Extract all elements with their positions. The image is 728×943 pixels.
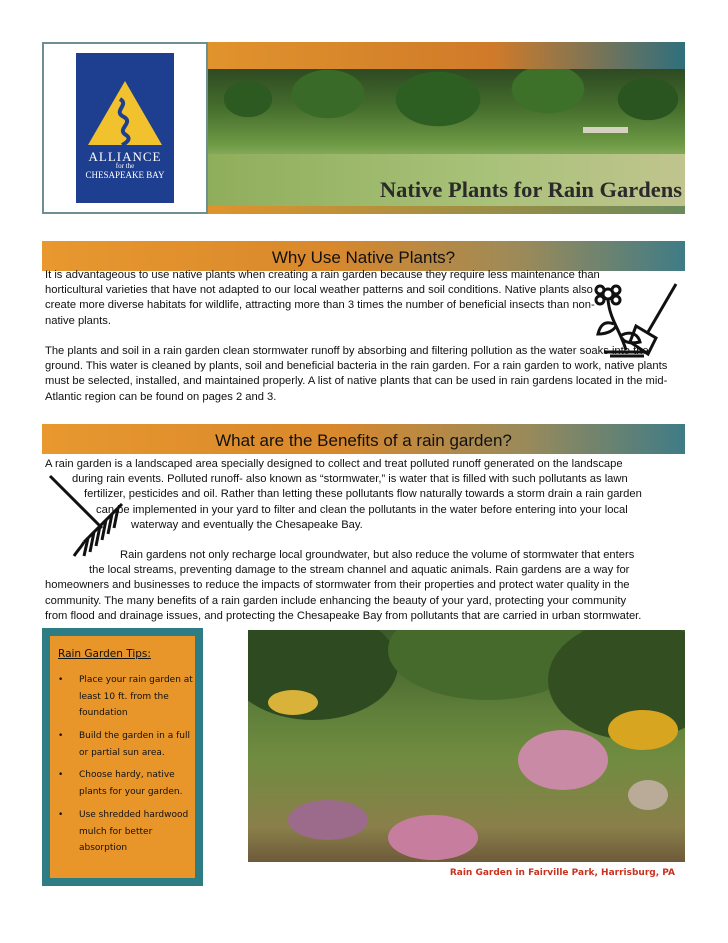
rain-garden-tips-box [50,636,195,878]
photo-coneflowers [288,800,368,840]
benefits-text [45,457,685,624]
bullet: • [58,810,64,820]
benefits-line: from flood and drainage issues, and protecting the Chesapeake Bay from pollutants that are carried in urban stormwater. [45,609,642,622]
benefits-line: the local streams, preventing damage to the stream channel and aquatic animals. Rain gardens are a way for [89,564,630,577]
header-bottom-strip [208,206,685,214]
benefits-line: during rain events. Polluted runoff- also known as “stormwater,” is water that is filled with such pollutants as lawn [72,473,628,486]
paragraph-native-advantages: It is advantageous to use native plants when creating a rain garden because they require less maintenance than horticultural varieties that have not adapted to our local weather patterns and soil conditions. Native plants also create more diverse habitats for wildlife, attracting more than 3 times the number of beneficial insects than non-native plants. [45,269,600,327]
header [42,42,685,214]
photo-yellow-flowers [268,690,318,715]
benefits-line: can be implemented in your yard to filter and clean the pollutants in the water before entering into your local [96,503,628,516]
photo-coneflowers [388,815,478,860]
logo-triangle-icon [76,53,174,203]
alliance-logo [76,53,174,203]
logo-tagline: THE VOICE OF THE BAY [82,197,170,204]
benefits-line: A rain garden is a landscaped area specially designed to collect and treat polluted runoff generated on the landscape [45,458,623,470]
rain-garden-photo [248,630,685,862]
section-heading-benefits: What are the Benefits of a rain garden? [42,424,685,454]
tip-text: Build the garden in a full or partial sun area. [79,731,190,758]
photo-coneflowers [518,730,608,790]
tip-text: Use shredded hardwood mulch for better absorption [79,810,189,853]
benefits-line: homeowners and businesses to reduce the impacts of stormwater from their properties and protect water quality in the [45,579,630,592]
benefits-line: fertilizer, pesticides and oil. Rather than letting these pollutants flow naturally towards a storm drain a rain garden [84,488,642,501]
section-heading-why-native: Why Use Native Plants? [42,241,685,271]
benefits-line: waterway and eventually the Chesapeake Bay. [131,518,363,531]
header-color-strip [208,42,685,69]
logo-panel [42,42,208,214]
photo-bench [583,127,628,133]
bullet: • [58,770,64,780]
benefits-line: Rain gardens not only recharge local groundwater, but also reduce the volume of stormwater that enters [120,549,635,562]
photo-rock [628,780,668,810]
photo-trees [208,69,685,154]
paragraph-stormwater-cleaning: The plants and soil in a rain garden clean stormwater runoff by absorbing and filtering pollution as the water soaks into the ground. This water is cleaned by plants, soil and beneficial bacteria in the rain garden. For a rain garden to work, native plants must be selected, installed, and maintained properly. A list of native plants that can be used in rain gardens located in the mid-Atlantic region can be found on pages 2 and 3. [45,345,668,403]
photo-caption: Rain Garden in Fairville Park, Harrisburg, PA [449,868,675,878]
bullet: • [58,731,64,741]
logo-for: for the [115,162,135,170]
benefits-line: community. The many benefits of a rain garden include enhancing the beauty of your yard, protecting your community [45,594,627,607]
tip-text: Choose hardy, native plants for your garden. [79,770,183,797]
bullet: • [58,675,64,685]
tips-title: Rain Garden Tips: [58,648,151,660]
logo-org: CHESAPEAKE BAY [85,170,165,180]
page-title: Native Plants for Rain Gardens [379,177,682,202]
photo-yellow-flowers [608,710,678,750]
tip-text: Place your rain garden at least 10 ft. from the foundation [79,675,193,718]
logo-name: ALLIANCE [88,149,162,164]
